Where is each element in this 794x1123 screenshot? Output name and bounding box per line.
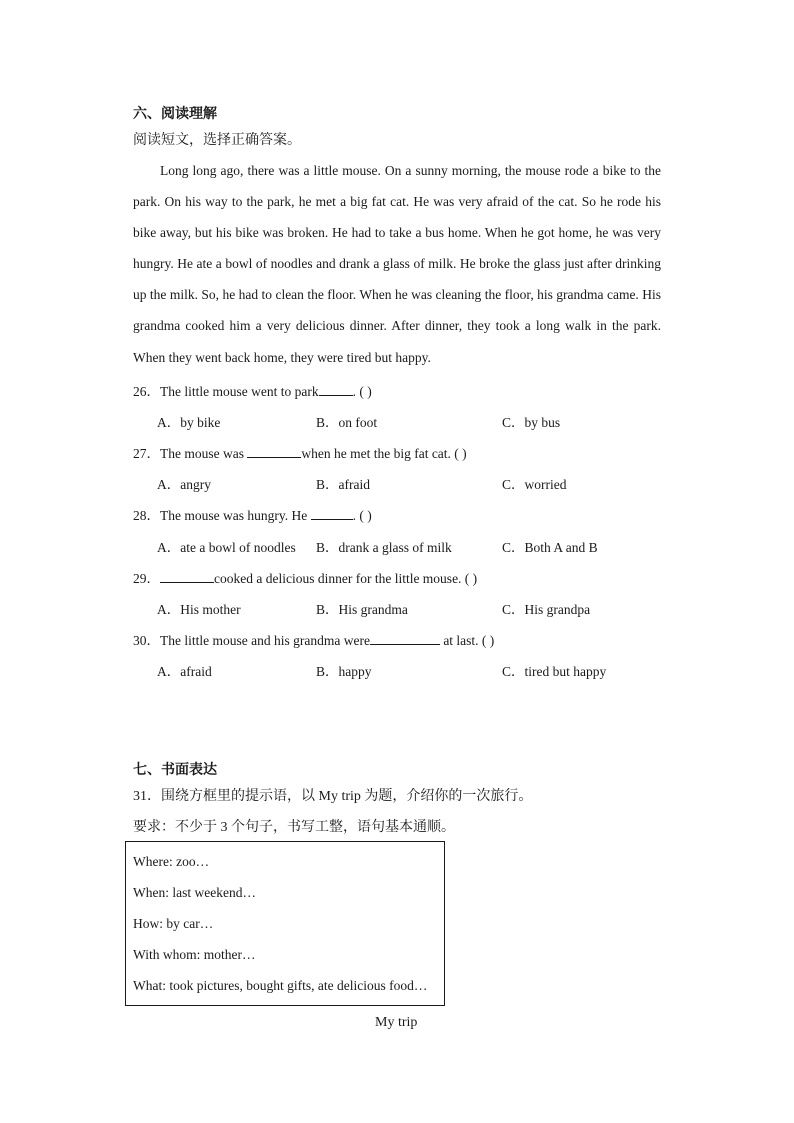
question-29-option-b[interactable]: B．His grandma xyxy=(316,602,408,617)
writing-requirement: 要求：不少于 3 个句子，书写工整，语句基本通顺。 xyxy=(133,820,455,835)
writing-prompt: 31．围绕方框里的提示语，以 My trip 为题，介绍你的一次旅行。 xyxy=(133,789,533,804)
question-30-option-c[interactable]: C．tired but happy xyxy=(502,664,607,679)
question-28-option-c[interactable]: C．Both A and B xyxy=(502,540,598,555)
hint-box xyxy=(125,841,445,1006)
question-28-text-start: 28．The mouse was hungry. He xyxy=(133,508,311,523)
question-26-option-a[interactable]: A．by bike xyxy=(157,415,221,430)
hint-how: How: by car… xyxy=(133,916,214,931)
question-26-option-c[interactable]: C．by bus xyxy=(502,415,561,430)
question-28 xyxy=(133,504,372,524)
question-26-text-end: . ( ) xyxy=(352,384,372,399)
question-30-option-b[interactable]: B．happy xyxy=(316,664,372,679)
hint-where: Where: zoo… xyxy=(133,854,210,869)
section-6-title: 六、阅读理解 xyxy=(133,106,217,122)
question-27-blank[interactable] xyxy=(247,445,301,458)
question-26-option-b[interactable]: B．on foot xyxy=(316,415,378,430)
question-29-blank[interactable] xyxy=(160,570,214,583)
question-26-text-start: 26．The little mouse went to park xyxy=(133,384,319,399)
question-26-blank[interactable] xyxy=(319,383,353,396)
question-30-blank[interactable] xyxy=(370,632,440,645)
hint-when: When: last weekend… xyxy=(133,885,256,900)
question-29-text-end: cooked a delicious dinner for the little mouse. ( ) xyxy=(214,571,478,586)
question-30 xyxy=(133,629,494,649)
question-29 xyxy=(133,567,477,587)
question-28-blank[interactable] xyxy=(311,507,353,520)
hint-with-whom: With whom: mother… xyxy=(133,947,256,962)
section-6-instruction: 阅读短文，选择正确答案。 xyxy=(133,132,301,148)
question-27-option-a[interactable]: A．angry xyxy=(157,477,211,492)
reading-passage: Long long ago, there was a little mouse. On a sunny morning, the mouse rode a bike to the park. On his way to the park, he met a big fat cat. He was very afraid of the cat. So he rode his bike away, but his bike was broken. He had to take a bus home. When he got home, he was very hungry. He ate a bowl of noodles and drank a glass of milk. He broke the glass just after drinking up the milk. So, he had to clean the floor. When he was cleaning the floor, his grandma came. His grandma cooked him a very delicious dinner. After dinner, they took a long walk in the park. When they went back home, they were tired but happy. xyxy=(133,163,661,365)
question-30-text-end: at last. ( ) xyxy=(439,633,495,648)
question-29-option-a[interactable]: A．His mother xyxy=(157,602,241,617)
question-30-text-start: 30．The little mouse and his grandma were xyxy=(133,633,370,648)
question-28-option-a[interactable]: A．ate a bowl of noodles xyxy=(157,540,296,555)
section-7-title: 七、书面表达 xyxy=(133,762,217,778)
question-27 xyxy=(133,442,467,462)
hint-what: What: took pictures, bought gifts, ate delicious food… xyxy=(133,978,428,993)
question-27-option-c[interactable]: C．worried xyxy=(502,477,567,492)
question-29-text-start: 29． xyxy=(133,571,160,586)
essay-title: My trip xyxy=(375,1015,418,1030)
question-27-text-start: 27．The mouse was xyxy=(133,446,248,461)
question-30-option-a[interactable]: A．afraid xyxy=(157,664,212,679)
question-29-option-c[interactable]: C．His grandpa xyxy=(502,602,591,617)
question-27-option-b[interactable]: B．afraid xyxy=(316,477,370,492)
question-26 xyxy=(133,380,372,400)
question-27-text-end: when he met the big fat cat. ( ) xyxy=(301,446,467,461)
question-28-option-b[interactable]: B．drank a glass of milk xyxy=(316,540,452,555)
question-28-text-end: . ( ) xyxy=(352,508,372,523)
